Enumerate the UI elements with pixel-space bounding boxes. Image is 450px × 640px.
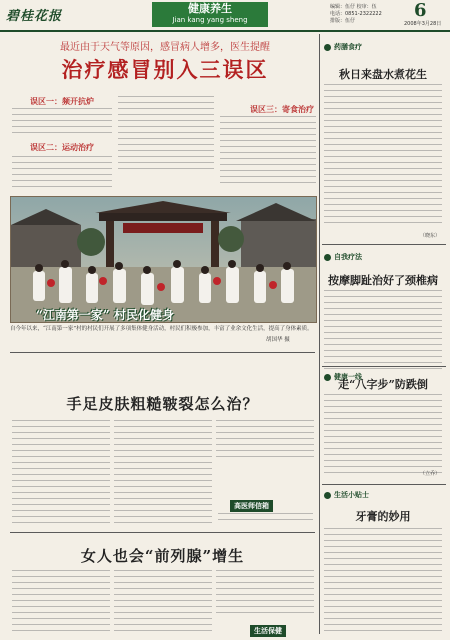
right-headline-3: 走“八字步”防跌倒 — [338, 378, 428, 391]
column-tag: 药膳食疗 — [324, 42, 362, 52]
photo-banner: “江南第一家” 村民化健身 — [36, 308, 174, 322]
editor-line: 编辑：伍仔 校审：伍 — [330, 4, 377, 10]
section-title: 健康养生 — [188, 2, 232, 15]
lead-subhead-2: 误区二：运动治疗 — [30, 142, 94, 152]
right-headline-1: 秋日来盘水煮花生 — [339, 68, 427, 81]
right-text-block — [324, 394, 442, 478]
divider — [10, 532, 315, 533]
right-text-block — [324, 528, 442, 636]
bottom-text-block — [114, 570, 212, 636]
divider — [10, 352, 315, 353]
page-number: 6 — [414, 0, 427, 21]
author: （晓东） — [420, 233, 441, 239]
author: （立乔） — [420, 471, 441, 477]
right-headline-4: 牙膏的妙用 — [355, 510, 411, 523]
editor-line: 电话：0851-2322222 — [330, 11, 382, 17]
photo-credit: 胡国华 摄 — [266, 337, 290, 343]
lead-subhead-1: 误区一：频开抗炉 — [30, 96, 94, 106]
lead-text-block — [118, 96, 214, 174]
divider — [322, 484, 446, 485]
footer-tag: 生活保健 — [250, 625, 286, 637]
column-tag: 健康一线 — [324, 372, 362, 382]
tag-bullet-icon — [324, 254, 331, 261]
lead-subhead-3: 误区三：寄食治疗 — [250, 104, 314, 114]
section-subtitle: Jian kang yang sheng — [172, 16, 248, 24]
editor-info — [330, 4, 382, 25]
photo-illustration — [11, 197, 316, 322]
right-text-block — [324, 84, 442, 228]
column-tag: 生活小贴士 — [324, 490, 369, 500]
column-divider — [319, 34, 320, 634]
bottom-headline: 女人也会“前列腺”增生 — [80, 547, 245, 565]
mid-text-block — [12, 420, 110, 528]
mid-text-block — [218, 513, 313, 525]
mid-text-block — [216, 420, 314, 462]
divider — [322, 366, 446, 367]
paper-name: 碧桂花报 — [6, 9, 63, 24]
column-tag: 自我疗法 — [324, 252, 362, 262]
tag-bullet-icon — [324, 44, 331, 51]
lead-kicker: 最近由于天气等原因，感冒病人增多，医生提醒 — [60, 42, 270, 53]
bottom-text-block — [12, 570, 110, 636]
lead-text-block — [12, 156, 112, 192]
photo-caption: 自今年以来，“江南第一家”村的村民们开展了多项集体健身活动，村民们积极参加，丰富了业余文化生活，提高了身体素质。 — [10, 326, 313, 332]
lead-text-block — [220, 116, 316, 188]
divider — [322, 244, 446, 245]
right-headline-2: 按摩脚趾治好了颈椎病 — [328, 274, 438, 287]
festival-photo — [10, 196, 317, 323]
lead-headline: 治疗感冒别入三误区 — [61, 57, 269, 82]
mid-text-block — [114, 420, 212, 528]
lead-text-block — [12, 108, 112, 138]
mid-headline: 手足皮肤粗糙皲裂怎么治？ — [66, 395, 259, 413]
page-header — [0, 0, 450, 32]
bottom-text-block — [216, 570, 314, 618]
issue-date: 2008年3月28日 — [404, 21, 442, 27]
qa-tag: 高医师信箱 — [230, 500, 273, 512]
right-text-block — [324, 290, 442, 374]
editor-line: 排版：伍仔 — [330, 18, 356, 24]
tag-bullet-icon — [324, 492, 331, 499]
section-banner — [152, 2, 268, 27]
